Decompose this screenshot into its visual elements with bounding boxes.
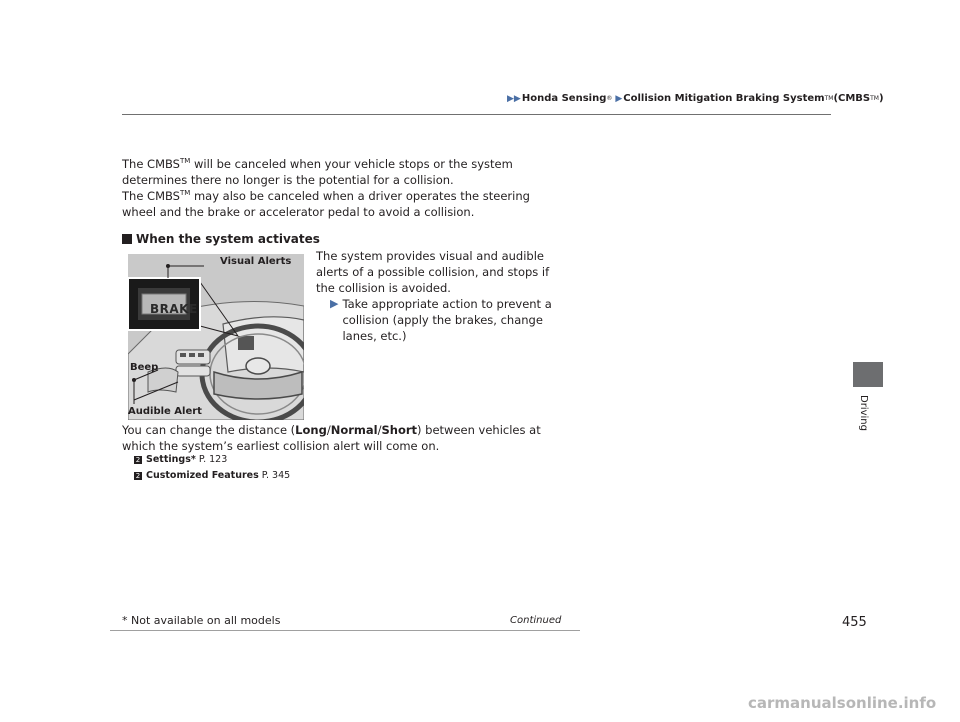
section-description — [316, 248, 556, 344]
square-bullet-icon — [122, 234, 132, 244]
dashboard-illustration — [128, 254, 304, 420]
option-normal: Normal — [330, 423, 378, 437]
chapter-tab — [853, 362, 883, 387]
distance-text-a: You can change the distance ( — [122, 423, 296, 437]
chapter-label: Driving — [858, 395, 869, 431]
option-short: Short — [381, 423, 418, 437]
xref-icon: 2 — [135, 471, 141, 480]
tm-mark: TM — [179, 157, 191, 165]
breadcrumb-part2: Collision Mitigation Braking System — [623, 93, 825, 104]
xref-page: P. 345 — [258, 470, 291, 481]
xref-label: Customized Features — [146, 470, 259, 481]
brake-display-text: BRAKE — [150, 302, 198, 316]
footer-rule — [110, 630, 580, 631]
triangle-icon: ▶ — [615, 93, 623, 104]
tm-mark: TM — [179, 189, 191, 197]
p1-text-a: The CMBS — [122, 156, 180, 171]
breadcrumb-part1: Honda Sensing — [521, 93, 607, 104]
triangle-icon: ▶▶ — [507, 93, 521, 104]
footnote: * Not available on all models — [122, 614, 281, 627]
xref-icon: 2 — [135, 455, 141, 464]
visual-alerts-label: Visual Alerts — [220, 256, 292, 267]
section-heading — [122, 232, 320, 246]
tm-mark: TM — [870, 95, 879, 102]
xref-customized-features[interactable] — [134, 470, 290, 481]
distance-text-b: ) between vehicles at which the system’s earliest collision alert will come on. — [122, 423, 541, 453]
paragraph-cancel-driver — [122, 185, 552, 220]
option-long: Long — [295, 423, 327, 437]
registered-mark: ® — [606, 95, 613, 102]
description-text: The system provides visual and audible alerts of a possible collision, and stops if the collision is avoided. — [316, 249, 550, 295]
slash: / — [377, 423, 382, 437]
distance-paragraph — [122, 422, 562, 454]
tm-mark: TM — [824, 95, 834, 102]
p1-text-b: will be canceled when your vehicle stops or the system determines there no longer is the potential for a collision. — [122, 156, 513, 187]
xref-label: Settings — [146, 454, 191, 465]
section-title: When the system activates — [136, 232, 320, 246]
bullet-text: Take appropriate action to prevent a collision (apply the brakes, change lanes, etc.) — [342, 297, 552, 343]
beep-label: Beep — [130, 362, 159, 373]
footnote-star: * — [190, 454, 196, 465]
xref-page: P. 123 — [195, 454, 228, 465]
breadcrumb-part3: (CMBS — [833, 93, 871, 104]
paragraph-cancel — [122, 153, 552, 188]
breadcrumb — [507, 93, 884, 104]
page-number: 455 — [842, 615, 867, 630]
p2-text-a: The CMBS — [122, 188, 180, 203]
xref-settings[interactable] — [134, 454, 227, 465]
breadcrumb-part4: ) — [878, 93, 884, 104]
action-bullet — [330, 296, 556, 344]
audible-alert-label: Audible Alert — [128, 406, 202, 417]
watermark: carmanualsonline.info — [748, 694, 937, 712]
continued-label: Continued — [510, 615, 562, 626]
display-indicator — [238, 336, 254, 350]
arrow-icon: ▶ — [330, 297, 339, 310]
p2-text-b: may also be canceled when a driver operates the steering wheel and the brake or accelerator pedal to avoid a collision. — [122, 188, 530, 219]
dashboard-drawing — [128, 254, 304, 420]
slash: / — [326, 423, 331, 437]
header-rule — [122, 114, 831, 115]
